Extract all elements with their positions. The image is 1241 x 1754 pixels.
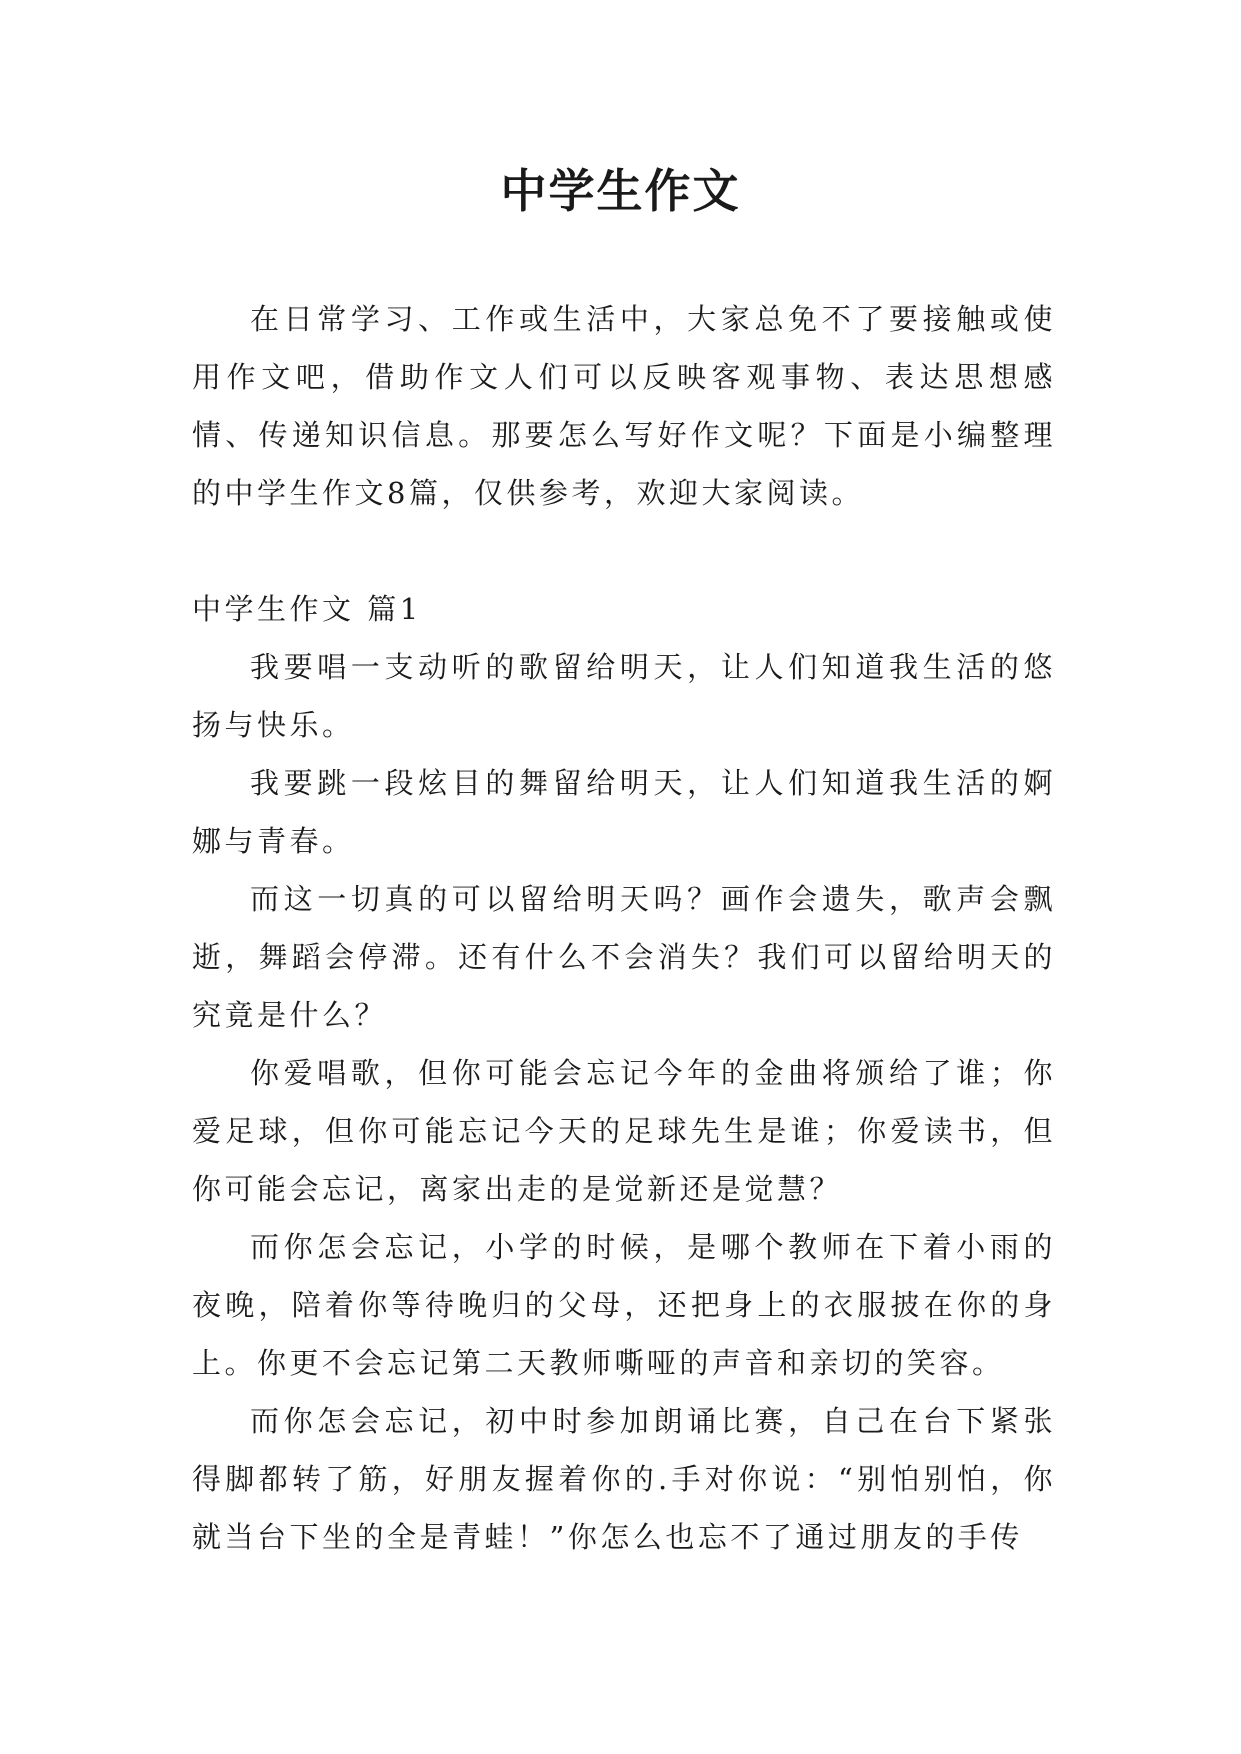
- document-title: 中学生作文: [500, 164, 741, 218]
- intro-paragraph: 在日常学习、工作或生活中，大家总免不了要接触或使用作文吧，借助作文人们可以反映客观事物、表达思想感情、传递知识信息。那要怎么写好作文呢？下面是小编整理的中学生作文8篇，仅供参考，欢迎大家阅读。: [192, 302, 1056, 510]
- body-paragraph-4: 你爱唱歌，但你可能会忘记今年的金曲将颁给了谁；你爱足球，但你可能忘记今天的足球先生是谁；你爱读书，但你可能会忘记，离家出走的是觉新还是觉慧？: [192, 1056, 1056, 1206]
- section-heading: 中学生作文 篇1: [192, 592, 422, 626]
- body-paragraph-1: 我要唱一支动听的歌留给明天，让人们知道我生活的悠扬与快乐。: [192, 650, 1056, 742]
- body-paragraph-2: 我要跳一段炫目的舞留给明天，让人们知道我生活的婀娜与青春。: [192, 766, 1056, 858]
- body-paragraph-6: 而你怎会忘记，初中时参加朗诵比赛，自己在台下紧张得脚都转了筋，好朋友握着你的.手对你说：“别怕别怕，你就当台下坐的全是青蛙！”你怎么也忘不了通过朋友的手传: [192, 1404, 1056, 1554]
- body-paragraph-3: 而这一切真的可以留给明天吗？画作会遗失，歌声会飘逝，舞蹈会停滞。还有什么不会消失？我们可以留给明天的究竟是什么？: [192, 882, 1056, 1032]
- document-body: [192, 290, 1056, 1566]
- body-paragraph-5: 而你怎会忘记，小学的时候，是哪个教师在下着小雨的夜晚，陪着你等待晚归的父母，还把身上的衣服披在你的身上。你更不会忘记第二天教师嘶哑的声音和亲切的笑容。: [192, 1230, 1056, 1380]
- paragraph-gap: [192, 522, 1056, 580]
